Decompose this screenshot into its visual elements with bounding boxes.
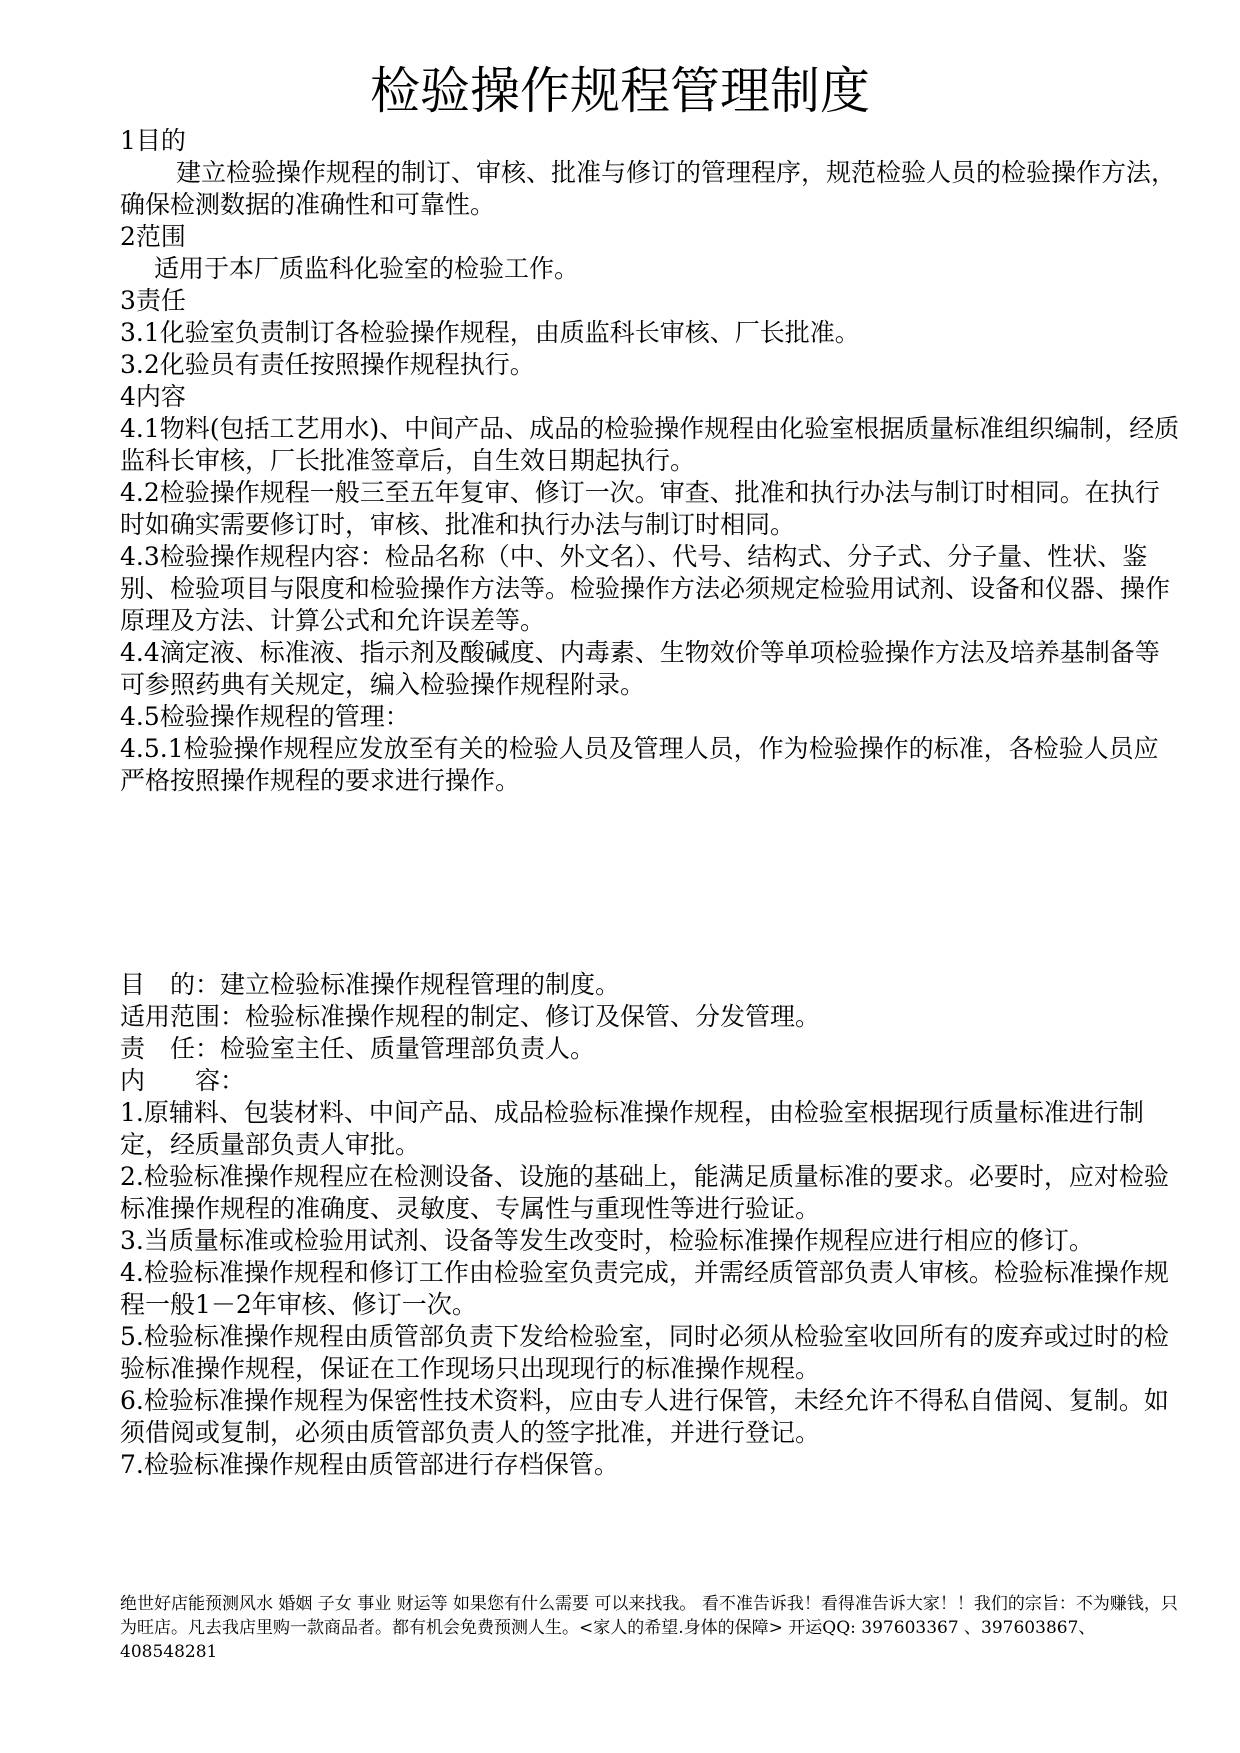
content-4-5: 4.5检验操作规程的管理：	[120, 702, 410, 731]
scope-text: 适用于本厂质监科化验室的检验工作。	[154, 254, 580, 283]
content-4-1: 4.1物料(包括工艺用水)、中间产品、成品的检验操作规程由化验室根据质量标准组织编制，经质监科长审核，厂长批准签章后，自生效日期起执行。	[120, 414, 1180, 475]
content-4-5-1: 4.5.1检验操作规程应发放至有关的检验人员及管理人员，作为检验操作的标准，各检验人员应严格按照操作规程的要求进行操作。	[120, 734, 1159, 795]
content-4-3: 4.3检验操作规程内容：检品名称（中、外文名）、代号、结构式、分子式、分子量、性状、鉴别、检验项目与限度和检验操作方法等。检验操作方法必须规定检验用试剂、设备和仪器、操作原理及方法、计算公式和允许误差等。	[120, 542, 1171, 635]
responsibility-3-1: 3.1化验室负责制订各检验操作规程，由质监科长审核、厂长批准。	[120, 318, 860, 347]
s2-item-7: 7.检验标准操作规程由质管部进行存档保管。	[120, 1450, 619, 1479]
footer-text: 绝世好店能预测风水 婚姻 子女 事业 财运等 如果您有什么需要 可以来找我。 看不准告诉我！看得准告诉大家！！我们的宗旨：不为赚钱，只为旺店。凡去我店里购一款商品者。都有机会免费预测人生。<家人的希望.身体的保障> 开运QQ: 397603367 、397603867、408548281	[120, 1594, 1178, 1662]
s2-content-heading: 内 容：	[120, 1066, 246, 1095]
s2-item-3: 3.当质量标准或检验用试剂、设备等发生改变时，检验标准操作规程应进行相应的修订。	[120, 1226, 1094, 1255]
footer-ad	[120, 1592, 1180, 1664]
s2-item-6: 6.检验标准操作规程为保密性技术资料，应由专人进行保管，未经允许不得私自借阅、复制。如须借阅或复制，必须由质管部负责人的签字批准，并进行登记。	[120, 1386, 1169, 1447]
heading-purpose: 1目的	[120, 126, 186, 155]
document-body	[120, 125, 1180, 1481]
s2-item-5: 5.检验标准操作规程由质管部负责下发给检验室，同时必须从检验室收回所有的废弃或过时的检验标准操作规程，保证在工作现场只出现现行的标准操作规程。	[120, 1322, 1169, 1383]
s2-scope: 适用范围：检验标准操作规程的制定、修订及保管、分发管理。	[120, 1002, 821, 1031]
content-4-4: 4.4滴定液、标准液、指示剂及酸碱度、内毒素、生物效价等单项检验操作方法及培养基制备等可参照药典有关规定，编入检验操作规程附录。	[120, 638, 1160, 699]
heading-scope: 2范围	[120, 222, 186, 251]
heading-responsibility: 3责任	[120, 286, 186, 315]
s2-item-2: 2.检验标准操作规程应在检测设备、设施的基础上，能满足质量标准的要求。必要时，应对检验标准操作规程的准确度、灵敏度、专属性与重现性等进行验证。	[120, 1162, 1169, 1223]
content-4-2: 4.2检验操作规程一般三至五年复审、修订一次。审查、批准和执行办法与制订时相同。在执行时如确实需要修订时，审核、批准和执行办法与制订时相同。	[120, 478, 1160, 539]
s2-purpose: 目 的：建立检验标准操作规程管理的制度。	[120, 970, 621, 999]
page-title: 检验操作规程管理制度	[370, 62, 870, 120]
heading-content: 4内容	[120, 382, 186, 411]
responsibility-3-2: 3.2化验员有责任按照操作规程执行。	[120, 350, 535, 379]
s2-item-1: 1.原辅料、包装材料、中间产品、成品检验标准操作规程，由检验室根据现行质量标准进行制定，经质量部负责人审批。	[120, 1098, 1144, 1159]
s2-responsibility: 责 任：检验室主任、质量管理部负责人。	[120, 1034, 596, 1063]
section-gap	[120, 797, 1180, 969]
purpose-text: 建立检验操作规程的制订、审核、批准与修订的管理程序，规范检验人员的检验操作方法，确保检测数据的准确性和可靠性。	[120, 158, 1177, 219]
s2-item-4: 4.检验标准操作规程和修订工作由检验室负责完成，并需经质管部负责人审核。检验标准操作规程一般1－2年审核、修订一次。	[120, 1258, 1169, 1319]
